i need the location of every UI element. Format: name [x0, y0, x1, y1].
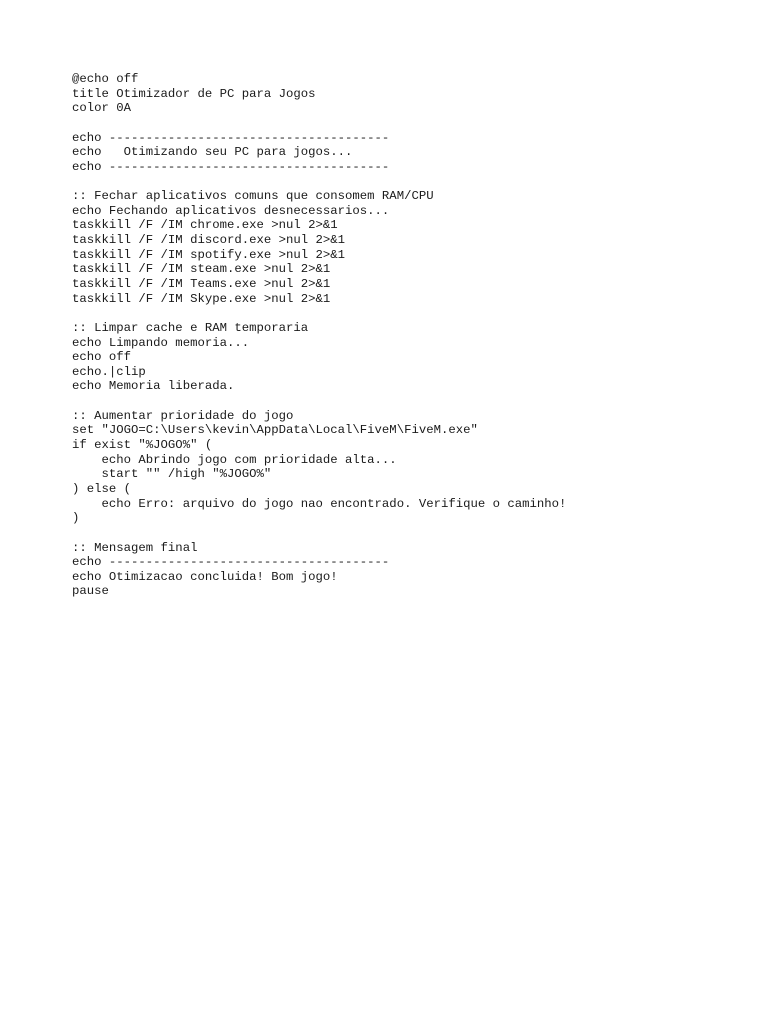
batch-script-text	[72, 72, 732, 599]
code-line: echo Memoria liberada.	[72, 379, 235, 394]
code-line: echo Erro: arquivo do jogo nao encontrado. Verifique o caminho!	[72, 496, 567, 511]
code-line: echo --------------------------------------	[72, 555, 390, 570]
code-line: taskkill /F /IM discord.exe >nul 2>&1	[72, 233, 346, 248]
code-line: taskkill /F /IM Skype.exe >nul 2>&1	[72, 291, 331, 306]
code-line: echo Otimizando seu PC para jogos...	[72, 145, 353, 160]
code-line: echo --------------------------------------	[72, 159, 390, 174]
code-line: echo off	[72, 350, 132, 365]
code-line: echo Limpando memoria...	[72, 335, 250, 350]
code-line: :: Limpar cache e RAM temporaria	[72, 320, 309, 335]
code-line: title Otimizador de PC para Jogos	[72, 86, 316, 101]
code-line: echo Abrindo jogo com prioridade alta...	[72, 452, 397, 467]
code-line: echo.|clip	[72, 364, 146, 379]
code-line: pause	[72, 584, 109, 599]
code-line: echo Fechando aplicativos desnecessarios...	[72, 203, 390, 218]
code-line: taskkill /F /IM Teams.exe >nul 2>&1	[72, 276, 331, 291]
code-line: :: Fechar aplicativos comuns que consomem RAM/CPU	[72, 189, 434, 204]
code-line: taskkill /F /IM spotify.exe >nul 2>&1	[72, 247, 346, 262]
code-line: taskkill /F /IM chrome.exe >nul 2>&1	[72, 218, 338, 233]
code-line: )	[72, 511, 80, 526]
blank-line	[72, 526, 732, 541]
code-line: :: Aumentar prioridade do jogo	[72, 408, 294, 423]
code-line: :: Mensagem final	[72, 540, 198, 555]
blank-line	[72, 174, 732, 189]
blank-line	[72, 394, 732, 409]
blank-line	[72, 306, 732, 321]
code-line: taskkill /F /IM steam.exe >nul 2>&1	[72, 262, 331, 277]
code-line: ) else (	[72, 481, 132, 496]
code-line: echo --------------------------------------	[72, 130, 390, 145]
code-line: set "JOGO=C:\Users\kevin\AppData\Local\FiveM\FiveM.exe"	[72, 423, 478, 438]
code-line: start "" /high "%JOGO%"	[72, 467, 272, 482]
code-line: @echo off	[72, 72, 139, 86]
code-line: color 0A	[72, 101, 132, 116]
code-line: if exist "%JOGO%" (	[72, 438, 213, 453]
blank-line	[72, 116, 732, 131]
code-line: echo Otimizacao concluida! Bom jogo!	[72, 569, 338, 584]
